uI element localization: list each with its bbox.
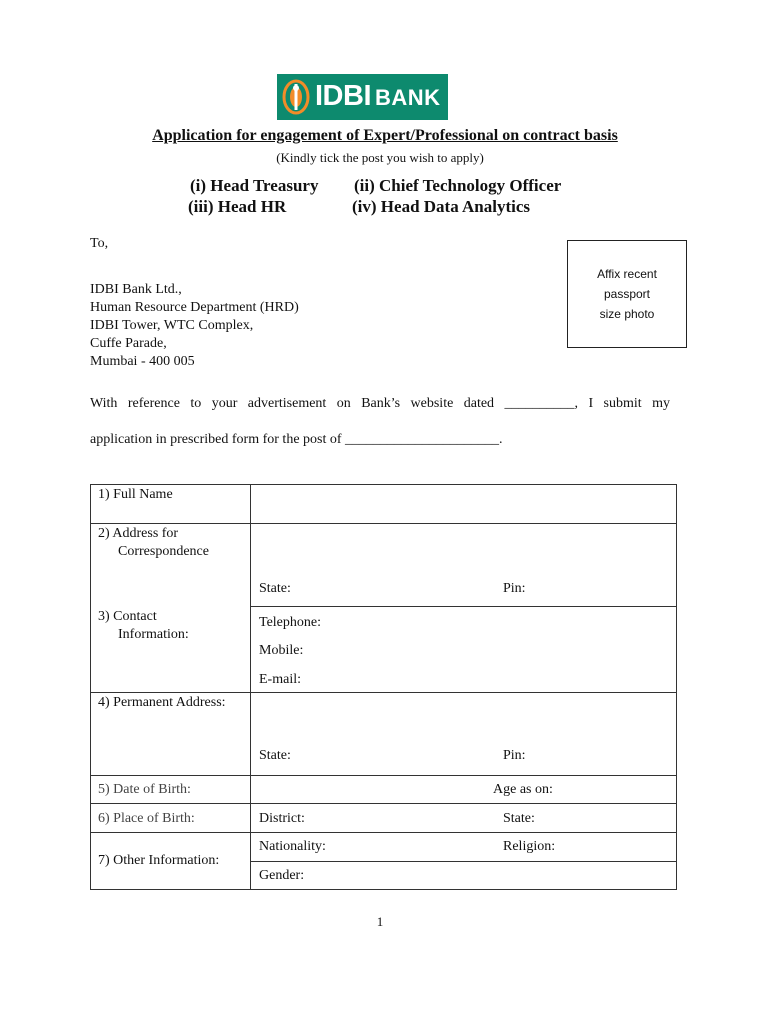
address-line: Cuffe Parade, (90, 336, 167, 351)
table-row-divider (251, 861, 677, 862)
post-head-hr[interactable]: (iii) Head HR (188, 197, 287, 216)
label-gender: Gender: (259, 868, 305, 883)
table-row-divider (90, 692, 677, 693)
post-head-treasury[interactable]: (i) Head Treasury (190, 176, 319, 195)
reference-paragraph-line2: application in prescribed form for the post of ______________________. (90, 432, 503, 447)
label-address-line2: Correspondence (118, 544, 209, 559)
photo-box[interactable] (567, 240, 687, 348)
table-row-divider (90, 803, 677, 804)
table-row-divider (90, 523, 677, 524)
table-border (676, 484, 677, 890)
idbi-bank-logo (277, 74, 448, 120)
label-date-of-birth: 5) Date of Birth: (98, 782, 191, 797)
label-pin: Pin: (503, 581, 526, 596)
label-contact-line1: 3) Contact (98, 609, 157, 624)
label-other-information: 7) Other Information: (98, 853, 220, 868)
photo-box-text: Affix recent (597, 267, 657, 281)
label-full-name: 1) Full Name (98, 487, 173, 502)
idbi-emblem-icon (277, 74, 315, 120)
label-nationality: Nationality: (259, 839, 326, 854)
label-address-correspondence (98, 525, 209, 561)
label-district: District: (259, 811, 305, 826)
form-title: Application for engagement of Expert/Professional on contract basis (152, 127, 618, 144)
label-permanent-address: 4) Permanent Address: (98, 695, 226, 710)
label-state: State: (259, 581, 291, 596)
label-contact-line2: Information: (118, 627, 189, 642)
salutation-to: To, (90, 236, 109, 251)
table-border (90, 484, 677, 485)
reference-paragraph-line1: With reference to your advertisement on Bank’s website dated __________, I submit my (90, 396, 670, 411)
table-row-divider (90, 832, 677, 833)
label-address-line1: 2) Address for (98, 526, 179, 541)
table-row-divider (251, 606, 677, 607)
address-line: Human Resource Department (HRD) (90, 300, 299, 315)
label-age-as-on: Age as on: (493, 782, 553, 797)
label-state: State: (259, 748, 291, 763)
recipient-address (90, 281, 299, 371)
post-head-data-analytics[interactable]: (iv) Head Data Analytics (352, 197, 531, 216)
logo-bank: BANK (375, 85, 441, 110)
table-border (90, 484, 91, 890)
full-name-field[interactable] (252, 486, 674, 522)
address-line: IDBI Bank Ltd., (90, 282, 182, 297)
label-contact-information (98, 608, 189, 644)
table-row-divider (90, 775, 677, 776)
label-email: E-mail: (259, 672, 301, 687)
label-pin: Pin: (503, 748, 526, 763)
label-state: State: (503, 811, 535, 826)
label-mobile: Mobile: (259, 643, 304, 658)
table-border (90, 889, 677, 890)
form-subtitle: (Kindly tick the post you wish to apply) (276, 150, 484, 165)
page-number: 1 (376, 914, 384, 929)
address-line: IDBI Tower, WTC Complex, (90, 318, 254, 333)
permanent-address-field[interactable] (252, 694, 674, 740)
label-religion: Religion: (503, 839, 556, 854)
logo-text (315, 73, 441, 121)
table-column-divider (250, 484, 251, 890)
photo-box-text: size photo (599, 307, 655, 321)
logo-brand: IDBI (315, 80, 371, 112)
post-chief-technology-officer[interactable]: (ii) Chief Technology Officer (354, 176, 562, 195)
address-line: Mumbai - 400 005 (90, 354, 195, 369)
correspondence-address-field[interactable] (252, 525, 674, 575)
photo-box-text: passport (603, 287, 651, 301)
label-telephone: Telephone: (259, 615, 321, 630)
label-place-of-birth: 6) Place of Birth: (98, 811, 195, 826)
